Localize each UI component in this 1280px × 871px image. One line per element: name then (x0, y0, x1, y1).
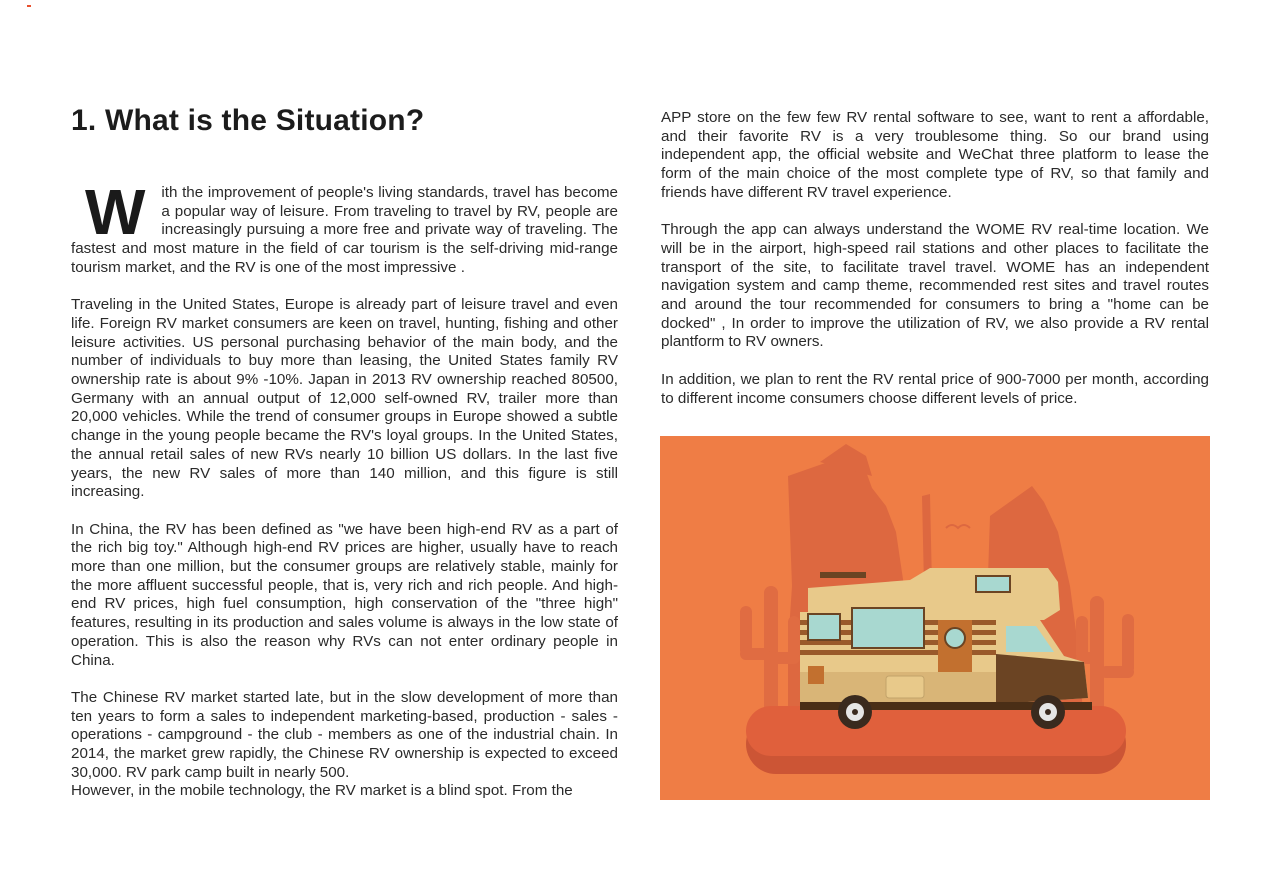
rv-side-window-rear (808, 614, 840, 640)
corner-mark (27, 5, 31, 7)
paragraph-intro (71, 176, 618, 278)
left-column (71, 176, 618, 820)
page-title: 1. What is the Situation? (71, 104, 425, 137)
rv-wheel-front (1031, 695, 1065, 729)
paragraph-china: In China, the RV has been defined as "we have been high-end RV as a part of the rich big toy." Although high-end RV prices are higher, usually have to reach more than one million, but the consumer groups are relatively stable, mainly for the more affluent successful people, that is, very rich and rich people. And high-end RV prices, high fuel consumption, high conservation of the "three high" features, resulting in its production and sales volume is always in the low state of operation. This is also the reason why RVs can not enter ordinary people in China. (71, 520, 618, 669)
drop-cap: W (85, 176, 146, 248)
right-column (661, 109, 1209, 427)
rv-top-window (976, 576, 1010, 592)
paragraph-us-europe: Traveling in the United States, Europe is already part of leisure travel and even life. Foreign RV market consumers are keen on travel, hunting, fishing and other leisure activities. US personal purchasing behavior of the main body, and the number of individuals to buy more than leasing, the United States family RV ownership rate is about 9% -10%. Japan in 2013 RV ownership reached 80500, Germany with an annual output of 12,000 self-owned RV, trailer more than 20,000 vehicles. While the trend of consumer groups in Europe showed a subtle change in the young people became the RV's loyal groups. In the United States, the annual retail sales of new RVs nearly 10 billion US dollars. In the last five years, the new RV sales of more than 140 million, and this figure is still increasing. (71, 296, 618, 501)
paragraph-pricing: In addition, we plan to rent the RV rental price of 900-7000 per month, according to different income consumers choose different levels of price. (661, 370, 1209, 407)
ground (746, 706, 1126, 756)
intro-text: ith the improvement of people's living standards, travel has become a popular way of leisure. From traveling to travel by RV, people are increasingly pursuing a more free and private way of traveling. The fastest and most mature in the field of car tourism is the self-driving mid-range tourism market, and the RV is one of the most impressive . (71, 184, 618, 276)
rv-illustration-svg (660, 436, 1210, 800)
rv-side-window-main (852, 608, 924, 648)
paragraph-mobile: However, in the mobile technology, the RV market is a blind spot. From the (71, 782, 573, 800)
paragraph-app-store: APP store on the few few RV rental software to see, want to rent a affordable, and their favorite RV is a very troublesome thing. So our brand using independent app, the official website and WeChat three platform to lease the form of the main choice of the most complete type of RV, so that family and friends have different RV travel experience. (661, 109, 1209, 201)
rv-camper (800, 568, 1092, 729)
paragraph-wome-location: Through the app can always understand the WOME RV real-time location. We will be in the airport, high-speed rail stations and other places to facilitate the transport of the site, to facilitate travel travel. WOME has an independent navigation system and camp theme, recommended rest sites and travel routes and around the tour recommended for consumers to bring a "home can be docked" , In order to improve the utilization of RV, we also provide a RV rental plantform to RV owners. (661, 221, 1209, 351)
rv-wheel-rear (838, 695, 872, 729)
rv-illustration (660, 436, 1210, 800)
paragraph-chinese-market: The Chinese RV market started late, but in the slow development of more than ten years to form a sales to independent marketing-based, production - sales - operations - campground - the club - members as one of the industrial chain. In 2014, the market grew rapidly, the Chinese RV ownership is expected to exceed 30,000. RV park camp built in nearly 500. (71, 688, 618, 781)
